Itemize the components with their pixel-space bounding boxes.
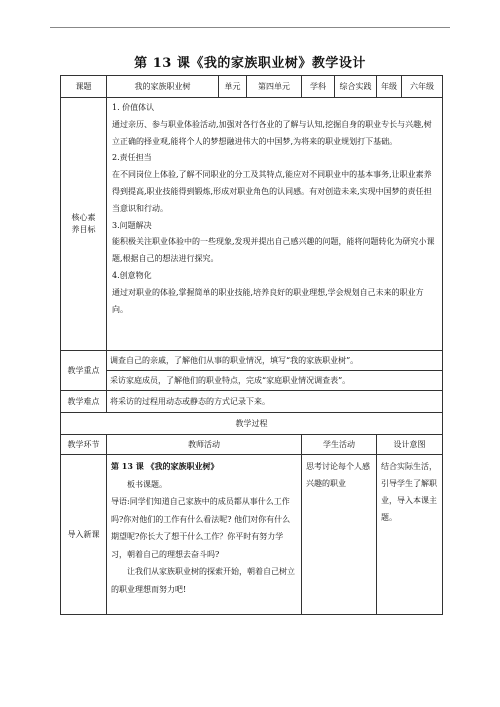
objectives-label: 核心素 养目标 [61, 98, 107, 351]
objectives-content [107, 98, 443, 351]
objective-text: 能积极关注职业体验中的一些现象,发现并提出自己感兴趣的问题，能将问题转化为研究小课题,根据自己的想法进行探究。 [112, 237, 435, 264]
unit-label: 单元 [219, 76, 247, 98]
course-value: 我的家族职业树 [107, 76, 219, 98]
document-title: 第 13 课《我的家族职业树》教学设计 [134, 56, 366, 71]
difficulty-row [61, 391, 443, 413]
col-stage: 教学环节 [61, 435, 107, 455]
unit-value: 第四单元 [247, 76, 302, 98]
objective-text: 通过亲历、参与职业体验活动,加强对各行各业的了解与认知,挖掘自身的职业专长与兴趣,树立正确的择业观,能将个人的梦想融进伟大的中国梦,为将来的职业规划打下基础。 [112, 119, 432, 146]
col-intent: 设计意图 [377, 435, 443, 455]
objective-heading: 1. 价值体认 [112, 103, 155, 112]
header-rule [50, 27, 450, 28]
process-header-row [61, 413, 443, 435]
key-points-label: 教学重点 [61, 351, 107, 391]
process-columns-row [61, 435, 443, 455]
process-header: 教学过程 [61, 413, 443, 435]
difficulty-text: 将采访的过程用动态或静态的方式记录下来。 [107, 391, 443, 413]
difficulty-label: 教学难点 [61, 391, 107, 413]
col-student: 学生活动 [302, 435, 377, 455]
info-row [61, 76, 443, 98]
teacher-activity-title: 第 13 课 《我的家族职业树》 [111, 461, 219, 471]
objective-heading: 4.创意物化 [112, 270, 152, 280]
stage-cell: 导入新课 [61, 455, 107, 615]
objective-text: 在不同岗位上体验,了解不同职业的分工及其特点,能应对不同职业中的基本事务,让职业素养得到提高,职业技能得到锻炼,形成对职业角色的认同感。有对创造未来,实现中国梦的责任担当意识和行动。 [112, 170, 432, 213]
teacher-activity-cell [107, 455, 302, 615]
design-intent-cell [377, 455, 443, 615]
key-points-row-2 [61, 371, 443, 391]
objective-text: 通过对职业的体验,掌握简单的职业技能,培养良好的职业理想,学会规划自己未来的职业方向。 [112, 287, 424, 314]
grade-value: 六年级 [402, 76, 443, 98]
grade-label: 年级 [377, 76, 402, 98]
course-label: 课题 [61, 76, 107, 98]
key-points-row-1 [61, 351, 443, 371]
objectives-row [61, 98, 443, 351]
lesson-plan-table [60, 75, 443, 615]
key-point-line: 调查自己的亲戚，了解他们从事的职业情况，填写“我的家族职业树”。 [107, 351, 443, 371]
objective-heading: 2.责任担当 [112, 153, 152, 163]
subject-value: 综合实践 [335, 76, 377, 98]
objective-heading: 3.问题解决 [112, 220, 152, 230]
teacher-activity-text: 导语:同学们知道自己家族中的成员都从事什么工作吗?你对他们的工作有什么看法呢? 他们对你有什么期望呢?你长大了想干什么工作？你平时有努力学习，朝着自己的理想去奋斗吗? [111, 497, 291, 559]
key-point-line: 采访家庭成员，了解他们的职业特点，完成“家庭职业情况调查表”。 [107, 371, 443, 391]
student-activity-text: 思考讨论每个人感兴趣的职业 [306, 462, 370, 488]
process-row-intro [61, 455, 443, 615]
teacher-activity-text: 让我们从家族职业树的探索开始，朝着自己树立的职业理想而努力吧! [111, 567, 295, 594]
teacher-activity-text: 板书课题。 [127, 479, 167, 489]
subject-label: 学科 [302, 76, 335, 98]
col-teacher: 教师活动 [107, 435, 302, 455]
student-activity-cell [302, 455, 377, 615]
design-intent-text: 结合实际生活，引导学生了解职业，导入本课主题。 [381, 462, 437, 522]
